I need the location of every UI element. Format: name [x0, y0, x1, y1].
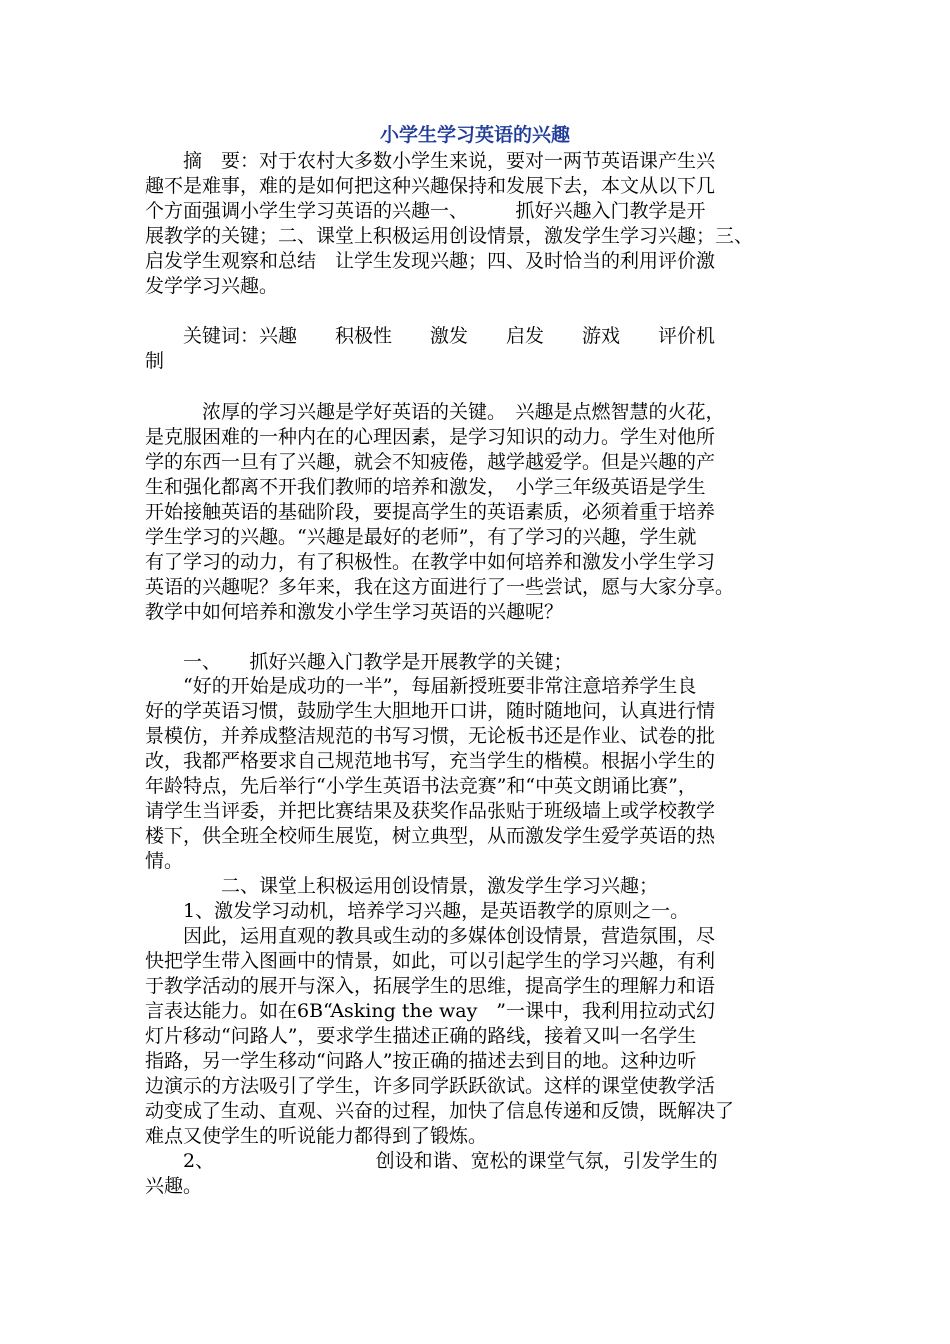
page-title: 小学生学习英语的兴趣	[379, 124, 570, 146]
abstract-line-2: 趣不是难事，难的是如何把这种兴趣保持和发展下去，本文从以下几	[145, 175, 716, 197]
section-1-line-6: 请学生当评委，并把比赛结果及获奖作品张贴于班级墙上或学校教学	[145, 800, 716, 822]
intro-line-1: 浓厚的学习兴趣是学好英语的关键。 兴趣是点燃智慧的火花，	[145, 401, 725, 423]
section-1-line-4: 改，我都严格要求自己规范地书写，充当学生的楷模。根据小学生的	[145, 750, 716, 772]
section-1-line-8: 情。	[145, 850, 184, 872]
section-1-line-1: “好的开始是成功的一半”，每届新授班要非常注意培养学生良	[145, 675, 697, 697]
section-2-heading: 二、课堂上积极运用创设情景，激发学生学习兴趣；	[145, 875, 659, 897]
abstract-line-3: 个方面强调小学生学习英语的兴趣一、 抓好兴趣入门教学是开	[145, 200, 706, 222]
intro-line-6: 学生学习的兴趣。“兴趣是最好的老师”，有了学习的兴趣，学生就	[145, 526, 697, 548]
section-2-line-6: 指路，另一学生移动“问路人”按正确的描述去到目的地。这种边听	[145, 1050, 697, 1072]
abstract-line-4: 展教学的关键；二、课堂上积极运用创设情景，激发学生学习兴趣；三、	[145, 225, 754, 247]
section-2-sub-2: 2、 创设和谐、宽松的课堂气氛，引发学生的	[145, 1150, 718, 1172]
section-2-line-2: 快把学生带入图画中的情景，如此，可以引起学生的学习兴趣，有利	[145, 950, 716, 972]
intro-line-4: 生和强化都离不开我们教师的培养和激发， 小学三年级英语是学生	[145, 476, 706, 498]
section-1-line-2: 好的学英语习惯，鼓励学生大胆地开口讲，随时随地问，认真进行情	[145, 700, 716, 722]
section-2-sub-2-cont: 兴趣。	[145, 1175, 203, 1197]
section-2-line-3: 于教学活动的展开与深入，拓展学生的思维，提高学生的理解力和语	[145, 975, 716, 997]
intro-line-8: 英语的兴趣呢？多年来，我在这方面进行了一些尝试，愿与大家分享。	[145, 576, 735, 598]
intro-line-5: 开始接触英语的基础阶段，要提高学生的英语素质，必须着重于培养	[145, 501, 716, 523]
intro-line-9: 教学中如何培养和激发小学生学习英语的兴趣呢？	[145, 601, 564, 623]
section-2-sub-1: 1、激发学习动机，培养学习兴趣，是英语教学的原则之一。	[145, 900, 690, 922]
intro-line-7: 有了学习的动力，有了积极性。在教学中如何培养和激发小学生学习	[145, 551, 716, 573]
abstract-line-5: 启发学生观察和总结 让学生发现兴趣；四、及时恰当的利用评价激	[145, 250, 716, 272]
abstract-line-6: 发学学习兴趣。	[145, 275, 279, 297]
section-2-line-9: 难点又使学生的听说能力都得到了锻炼。	[145, 1125, 488, 1147]
intro-line-2: 是克服困难的一种内在的心理因素，是学习知识的动力。学生对他所	[145, 426, 716, 448]
section-2-line-5: 灯片移动“问路人”，要求学生描述正确的路线，接着又叫一名学生	[145, 1025, 697, 1047]
keywords-line-2: 制	[145, 350, 165, 372]
section-1-heading: 一、 抓好兴趣入门教学是开展教学的关键；	[145, 651, 573, 673]
intro-line-3: 学的东西一旦有了兴趣，就会不知疲倦，越学越爱学。但是兴趣的产	[145, 451, 716, 473]
section-2-line-8: 动变成了生动、直观、兴奋的过程，加快了信息传递和反馈，既解决了	[145, 1100, 735, 1122]
keywords-line-1: 关键词：兴趣 积极性 激发 启发 游戏 评价机	[145, 325, 716, 347]
section-2-line-1: 因此，运用直观的教具或生动的多媒体创设情景，营造氛围，尽	[145, 925, 716, 947]
section-1-line-5: 年龄特点，先后举行“小学生英语书法竞赛”和“中英文朗诵比赛”，	[145, 775, 697, 797]
section-1-line-3: 景模仿，并养成整洁规范的书写习惯，无论板书还是作业、试卷的批	[145, 725, 716, 747]
section-2-line-4: 言表达能力。如在6B“Asking the way ”一课中，我利用拉动式幻	[145, 1000, 716, 1022]
section-1-line-7: 楼下，供全班全校师生展览，树立典型，从而激发学生爱学英语的热	[145, 825, 716, 847]
abstract-line-1: 摘 要：对于农村大多数小学生来说，要对一两节英语课产生兴	[145, 150, 716, 172]
section-2-line-7: 边演示的方法吸引了学生，许多同学跃跃欲试。这样的课堂使教学活	[145, 1075, 716, 1097]
